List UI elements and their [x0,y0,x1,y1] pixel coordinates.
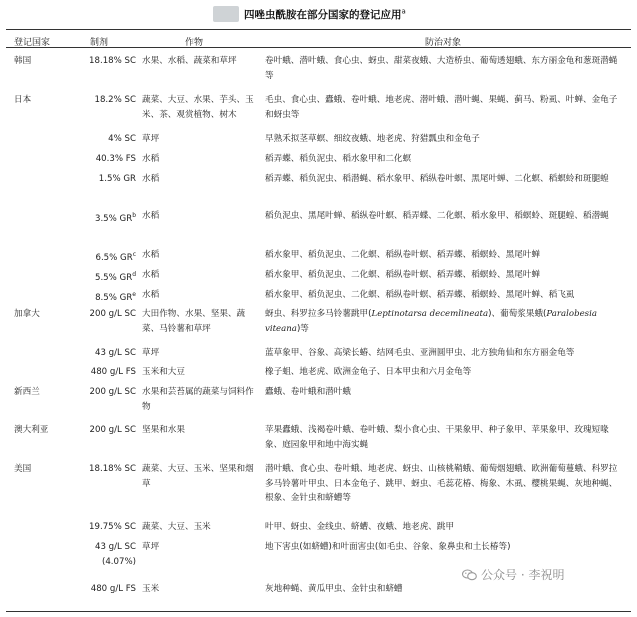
target-cell: 毛虫、食心虫、蠹蛾、卷叶蛾、地老虎、潜叶蛾、潜叶蝇、果蝇、蓟马、粉虱、叶蝉、金龟子和蚜虫等 [265,95,618,120]
crop-cell: 蔬菜、大豆、水果、芋头、玉米、茶、观赏植物、树木 [142,95,254,120]
formulation-cell: 200 g/L SC [89,425,136,435]
target-cell: 地下害虫(如蛴螬)和叶面害虫(如毛虫、谷象、象鼻虫和土长椿等) [265,542,511,552]
target-cell: 稻负泥虫、黑尾叶蝉、稻纵卷叶螟、稻弄蝶、二化螟、稻水象甲、稻螟蛉、斑腿蝗、稻潜蝇 [265,211,609,221]
formulation-cell: 480 g/L FS [90,367,136,377]
country-cell: 加拿大 [14,309,40,319]
target-cell: 潜叶蛾、食心虫、卷叶蛾、地老虎、蚜虫、山核桃鞘蛾、葡萄烟翅蛾、欧洲葡萄蔓蛾、科罗拉多马铃薯叶甲虫、日本金龟子、跳甲、蚜虫、毛蕊花椿、梅象、木虱、樱桃果蝇、灰地种蝇、根象、金针虫和蛴螬等 [265,464,618,503]
target-cell: 稻水象甲、稻负泥虫、二化螟、稻纵卷叶螟、稻弄蝶、稻螟蛉、黑尾叶蝉、稻飞虱 [265,290,575,300]
redacted-logo [213,6,239,22]
target-cell: 灰地种蝇、黄瓜甲虫、金针虫和蛴螬 [265,584,403,594]
crop-cell: 水稻 [142,250,160,260]
target-cell: 苹果蠹蛾、浅褐卷叶蛾、卷叶蛾、梨小食心虫、干果象甲、种子象甲、苹果象甲、玫瑰短喙象、庭园象甲和地中海实蝇 [265,425,609,450]
top-rule [6,29,631,30]
formulation-cell: 18.18% SC [89,464,136,474]
crop-cell: 草坪 [142,542,160,552]
header-target: 防治对象 [425,38,462,48]
target-cell: 蚜虫、科罗拉多马铃薯跳甲(Leptinotarsa decemlineata)、葡萄浆果蛾(Paralobesia viteana)等 [265,309,597,334]
formulation-cell: 40.3% FS [95,154,136,164]
crop-cell: 大田作物、水果、坚果、蔬菜、马铃薯和草坪 [142,309,246,334]
formulation-cell: 3.5% $GR^b$ [94,212,136,224]
country-cell: 澳大利亚 [14,425,49,435]
target-cell: 蠹蛾、卷叶蛾和潜叶蛾 [265,387,351,397]
country-cell: 美国 [14,464,32,474]
target-cell: 早熟禾拟茎草螟、细纹夜蛾、地老虎、狩猎瓢虫和金龟子 [265,134,480,144]
crop-cell: 水稻 [142,270,160,280]
formulation-cell: 200 g/L SC [89,387,136,397]
formulation-cell: 480 g/L FS [90,584,136,594]
country-cell: 韩国 [14,56,32,66]
formulation-cell: 43 g/L SC [95,348,136,358]
formulation-cell: 6.5% $GR^c$ [95,251,136,263]
formulation-cell: 5.5% $GR^d$ [94,271,136,283]
formulation-cell: 1.5% GR [98,174,136,184]
crop-cell: 草坪 [142,348,160,358]
target-cell: 橡子蛆、地老虎、欧洲金龟子、日本甲虫和六月金龟等 [265,367,472,377]
target-cell: 稻弄蝶、稻负泥虫、稻潜蝇、稻水象甲、稻纵卷叶螟、黑尾叶蝉、二化螟、稻螟蛉和斑腿蝗 [265,174,609,184]
formulation-cell: 8.5% $GR^e$ [95,291,136,303]
header-country: 登记国家 [14,38,51,48]
formulation-cell: 4% SC [108,134,136,144]
crop-cell: 水稻 [142,174,160,184]
formulation-cell: 18.18% SC [89,56,136,66]
target-cell: 卷叶蛾、潜叶蛾、食心虫、蚜虫、甜菜夜蛾、大造桥虫、葡萄透翅蛾、东方丽金龟和葱斑潜蝇等 [265,56,618,81]
bottom-rule [6,611,631,612]
crop-cell: 蔬菜、大豆、玉米、坚果和烟草 [142,464,254,489]
crop-cell: 水果、水稻、蔬菜和草坪 [142,56,237,66]
crop-cell: 玉米和大豆 [142,367,185,377]
target-cell: 稻水象甲、稻负泥虫、二化螟、稻纵卷叶螟、稻弄蝶、稻螟蛉、黑尾叶蝉 [265,270,541,280]
formulation-cell: 18.2% SC [94,95,136,105]
target-cell: 稻弄蝶、稻负泥虫、稻水象甲和二化螟 [265,154,412,164]
title-bar [0,6,637,24]
header-formulation: 制剂 [90,38,109,48]
target-cell: 稻水象甲、稻负泥虫、二化螟、稻纵卷叶螟、稻弄蝶、稻螟蛉、黑尾叶蝉 [265,250,541,260]
target-cell: 叶甲、蚜虫、金线虫、蛴螬、夜蛾、地老虎、跳甲 [265,522,455,532]
country-cell: 日本 [14,95,32,105]
formulation-cell: 43 g/L SC (4.07%) [95,542,136,567]
crop-cell: 水果和芸苔属的蔬菜与饲料作物 [142,387,254,412]
crop-cell: 坚果和水果 [142,425,185,435]
country-cell: 新西兰 [14,387,40,397]
crop-cell: 蔬菜、大豆、玉米 [142,522,211,532]
crop-cell: 玉米 [142,584,160,594]
crop-cell: 水稻 [142,211,160,221]
crop-cell: 草坪 [142,134,160,144]
target-cell: 蓝草象甲、谷象、高梁长蝽、结网毛虫、亚洲圆甲虫、北方独角仙和东方丽金龟等 [265,348,575,358]
crop-cell: 水稻 [142,290,160,300]
wechat-icon [462,569,477,581]
crop-cell: 水稻 [142,154,160,164]
formulation-cell: 200 g/L SC [89,309,136,319]
table-title: 四唑虫酰胺在部分国家的登记应用$^a$ [244,7,406,21]
formulation-cell: 19.75% SC [89,522,136,532]
watermark: 公众号 · 李祝明 [462,566,564,583]
header-crop: 作物 [185,38,204,48]
